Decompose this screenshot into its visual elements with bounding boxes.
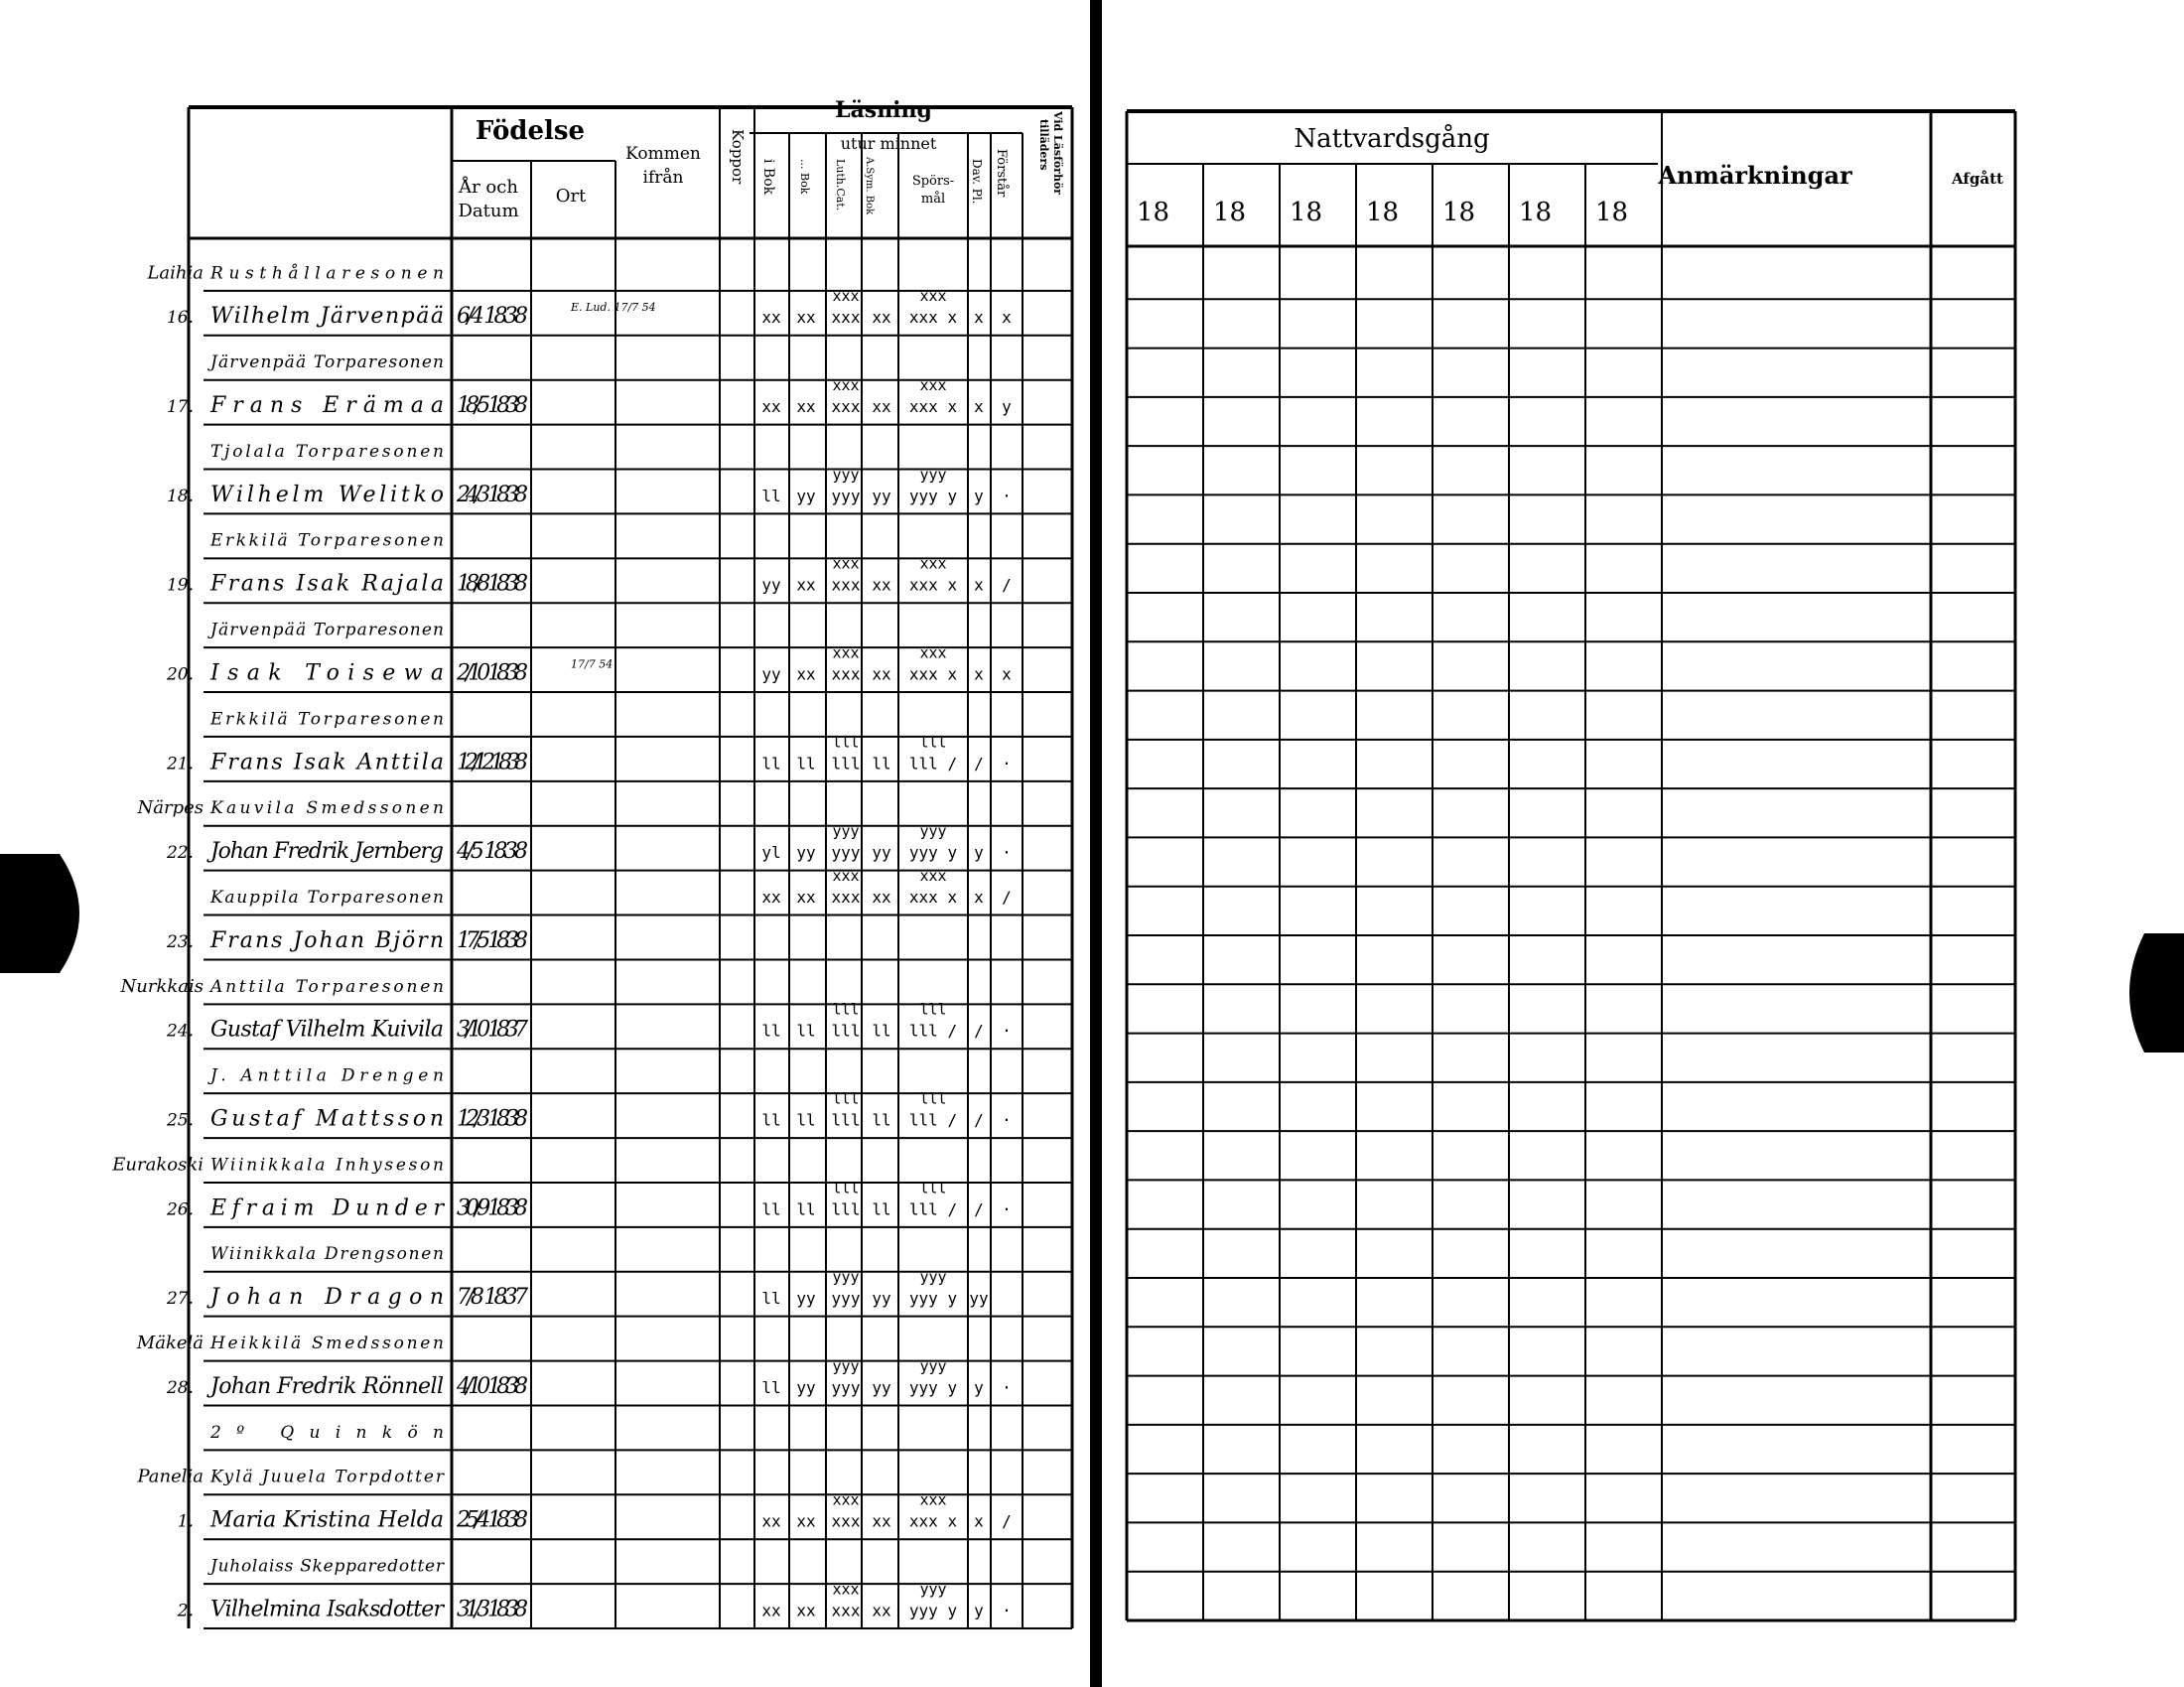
reading-mark-top: xxx bbox=[832, 643, 860, 662]
reading-mark-top: yyy bbox=[919, 822, 947, 841]
reading-mark: xxx x bbox=[908, 1511, 958, 1531]
reading-mark: xxx bbox=[831, 1511, 861, 1531]
reading-mark: ll bbox=[796, 1110, 816, 1130]
reading-mark: · bbox=[1002, 1377, 1012, 1397]
koppor-header: Koppor bbox=[729, 129, 747, 185]
ledger-row bbox=[210, 442, 444, 462]
reading-mark: yy bbox=[872, 843, 891, 863]
ar-och-datum-line2: Datum bbox=[458, 201, 519, 221]
reading-mark: ll bbox=[872, 1021, 891, 1041]
reading-mark: ll bbox=[761, 1377, 781, 1397]
ledger-row bbox=[209, 709, 444, 729]
reading-mark: yyy y bbox=[908, 1377, 958, 1397]
reading-mark: xxx bbox=[831, 664, 861, 684]
reading-mark: xx bbox=[796, 308, 816, 328]
row-birth-date: 6/4 1838 bbox=[457, 304, 528, 330]
reading-mark: yy bbox=[796, 486, 816, 505]
row-title: Kylä Juuela Torpdotter bbox=[210, 1467, 444, 1487]
row-birth-date: 18/8 1838 bbox=[457, 571, 528, 597]
ledger-row bbox=[136, 1467, 444, 1487]
ledger-row bbox=[209, 531, 444, 551]
row-name: Johan Fredrik Jernberg bbox=[210, 839, 444, 865]
reading-mark-top: yyy bbox=[832, 1268, 860, 1287]
row-birth-date: 7/8 1837 bbox=[457, 1285, 528, 1311]
row-name: Vilhelmina Isaksdotter bbox=[210, 1597, 444, 1622]
row-place: Panelia bbox=[137, 1466, 204, 1487]
row-name: Wilhelm Järvenpää bbox=[210, 304, 444, 330]
row-number: 2. bbox=[177, 1601, 194, 1621]
reading-mark: lll / bbox=[908, 1021, 958, 1041]
row-title: Wiinikkala Drengsonen bbox=[210, 1244, 444, 1265]
bok2-header: ... Bok bbox=[798, 159, 811, 195]
reading-mark: x bbox=[974, 664, 984, 684]
reading-mark: x bbox=[1002, 308, 1012, 328]
row-number: 19. bbox=[166, 575, 194, 596]
row-birth-date: 30/9 1838 bbox=[457, 1195, 528, 1221]
reading-mark: xx bbox=[761, 397, 781, 417]
reading-mark: lll / bbox=[908, 1110, 958, 1130]
reading-mark: xxx x bbox=[908, 887, 958, 907]
lasning-header: Läsning bbox=[835, 97, 932, 123]
row-birth-date: 24/3 1838 bbox=[457, 482, 528, 507]
reading-mark: xx bbox=[872, 397, 891, 417]
row-name: Efraim Dunder bbox=[210, 1195, 444, 1221]
row-number: 25. bbox=[166, 1110, 194, 1131]
reading-mark: xxx bbox=[831, 397, 861, 417]
reading-mark: xx bbox=[761, 1601, 781, 1620]
reading-mark: x bbox=[974, 887, 984, 907]
reading-mark: lll bbox=[831, 754, 861, 773]
right-page bbox=[1102, 0, 2184, 1687]
reading-mark: xx bbox=[872, 664, 891, 684]
row-number: 26. bbox=[166, 1199, 194, 1220]
row-number: 18. bbox=[166, 486, 194, 506]
row-birth-date: 12/12 1838 bbox=[457, 750, 528, 775]
reading-mark: yyy bbox=[831, 486, 861, 505]
reading-mark: ll bbox=[872, 1110, 891, 1130]
row-name: Gustaf Mattsson bbox=[210, 1106, 444, 1132]
row-birth-date: 25/4 1838 bbox=[457, 1507, 528, 1533]
reading-mark: lll bbox=[831, 1021, 861, 1041]
nattvardsgang-header: Nattvardsgång bbox=[1294, 124, 1490, 154]
reading-mark: lll / bbox=[908, 754, 958, 773]
year-label: 18 bbox=[1519, 198, 1553, 227]
i-bok-header: i Bok bbox=[760, 159, 776, 196]
reading-mark: xx bbox=[796, 1601, 816, 1620]
reading-mark: ll bbox=[796, 1021, 816, 1041]
reading-mark: xx bbox=[872, 1601, 891, 1620]
reading-mark-top: xxx bbox=[832, 287, 860, 306]
row-place: Nurkkais bbox=[120, 975, 204, 997]
reading-mark-top: lll bbox=[832, 1089, 860, 1108]
reading-mark: xxx bbox=[831, 887, 861, 907]
row-number: 17. bbox=[166, 397, 194, 418]
reading-mark-top: yyy bbox=[919, 1580, 947, 1599]
reading-mark: / bbox=[1002, 575, 1012, 595]
reading-mark: xx bbox=[796, 397, 816, 417]
reading-mark: ll bbox=[872, 754, 891, 773]
reading-mark: xx bbox=[872, 887, 891, 907]
reading-mark: x bbox=[1002, 664, 1012, 684]
reading-mark: ll bbox=[872, 1199, 891, 1219]
reading-mark: yy bbox=[761, 664, 781, 684]
reading-mark: yy bbox=[872, 486, 891, 505]
reading-mark: · bbox=[1002, 843, 1012, 863]
row-place: Närpes bbox=[137, 797, 204, 819]
row-place: Laihia bbox=[147, 262, 204, 284]
reading-mark: lll / bbox=[908, 1199, 958, 1219]
reading-mark-top: yyy bbox=[919, 1356, 947, 1375]
row-title: Tjolala Torparesonen bbox=[210, 441, 444, 462]
row-title: Erkkilä Torparesonen bbox=[210, 530, 444, 551]
reading-mark: x bbox=[974, 397, 984, 417]
ar-och-datum-line1: År och bbox=[459, 177, 518, 198]
reading-mark: xx bbox=[872, 575, 891, 595]
ort-header: Ort bbox=[555, 186, 587, 207]
kommen-header-line1: Kommen bbox=[625, 144, 701, 164]
reading-mark-top: lll bbox=[919, 1000, 947, 1019]
reading-mark: · bbox=[1002, 1110, 1012, 1130]
reading-mark-top: xxx bbox=[919, 376, 947, 395]
ledger-row bbox=[207, 1557, 445, 1577]
reading-mark: yyy y bbox=[908, 843, 958, 863]
row-name: Johan Fredrik Rönnell bbox=[210, 1373, 444, 1399]
reading-mark: ll bbox=[796, 1199, 816, 1219]
reading-mark: x bbox=[974, 1511, 984, 1531]
row-birth-date: 4/10 1838 bbox=[457, 1373, 528, 1399]
forstar-header: Förstår bbox=[994, 149, 1009, 198]
reading-mark-top: xxx bbox=[919, 554, 947, 573]
reading-mark-top: xxx bbox=[919, 866, 947, 885]
fodelse-header: Födelse bbox=[475, 116, 586, 146]
reading-mark: yyy y bbox=[908, 1601, 958, 1620]
reading-mark: xxx bbox=[831, 575, 861, 595]
reading-mark-top: lll bbox=[832, 1000, 860, 1019]
reading-mark: yy bbox=[796, 1289, 816, 1309]
row-title: Kauppila Torparesonen bbox=[210, 887, 444, 908]
row-birth-date: 3/10 1837 bbox=[457, 1017, 528, 1043]
reading-mark-top: yyy bbox=[919, 1268, 947, 1287]
reading-mark: xx bbox=[872, 1511, 891, 1531]
reading-mark: · bbox=[1002, 486, 1012, 505]
row-number: 21. bbox=[166, 754, 194, 774]
reading-mark-top: lll bbox=[832, 733, 860, 752]
row-name: Frans Isak Anttila bbox=[210, 750, 444, 775]
reading-mark: xx bbox=[761, 308, 781, 328]
afgatt-header: Afgått bbox=[1952, 170, 2003, 188]
reading-mark: lll bbox=[831, 1110, 861, 1130]
reading-mark-top: xxx bbox=[832, 1580, 860, 1599]
reading-mark: xx bbox=[761, 1511, 781, 1531]
row-title: Wiinikkala Inhyseson bbox=[210, 1155, 444, 1176]
reading-mark-top: lll bbox=[919, 1089, 947, 1108]
row-kommen: E. Lud. 17/7 54 bbox=[571, 301, 656, 315]
row-title: J. Anttila Drengen bbox=[210, 1065, 444, 1086]
reading-mark: xxx x bbox=[908, 575, 958, 595]
ledger-row bbox=[166, 928, 528, 953]
row-title: Erkkilä Torparesonen bbox=[210, 709, 444, 730]
reading-mark: ll bbox=[761, 754, 781, 773]
reading-mark: / bbox=[974, 754, 984, 773]
sporsmal-header-line2: mål bbox=[920, 192, 946, 207]
year-label: 18 bbox=[1137, 198, 1170, 227]
reading-mark-top: xxx bbox=[832, 376, 860, 395]
row-title: 2º Quinkön bbox=[210, 1422, 444, 1443]
reading-mark: / bbox=[1002, 887, 1012, 907]
ledger-row bbox=[210, 1244, 444, 1264]
ledger-row bbox=[137, 797, 445, 818]
row-title: Järvenpää Torparesonen bbox=[210, 352, 444, 373]
reading-mark: xxx bbox=[831, 308, 861, 328]
row-name: Maria Kristina Helda bbox=[210, 1507, 444, 1533]
row-birth-date: 31/3 1838 bbox=[457, 1597, 528, 1622]
row-title: Heikkilä Smedssonen bbox=[210, 1334, 444, 1354]
row-kommen: 17/7 54 bbox=[571, 657, 614, 671]
row-birth-date: 18/5 1838 bbox=[457, 393, 528, 419]
reading-mark: · bbox=[1002, 1199, 1012, 1219]
reading-mark-top: xxx bbox=[832, 866, 860, 885]
row-birth-date: 2/10 1838 bbox=[457, 660, 528, 686]
row-number: 1. bbox=[177, 1511, 194, 1532]
reading-mark-top: yyy bbox=[919, 465, 947, 484]
reading-mark: yl bbox=[761, 843, 781, 863]
ledger-row bbox=[207, 621, 444, 640]
row-name: Frans Erämaa bbox=[210, 393, 444, 419]
reading-mark: / bbox=[974, 1021, 984, 1041]
reading-mark: yy bbox=[872, 1377, 891, 1397]
reading-mark-top: xxx bbox=[832, 1490, 860, 1509]
reading-mark-top: lll bbox=[919, 1179, 947, 1197]
reading-mark: yyy y bbox=[908, 486, 958, 505]
a-sym-bok-header: A.Sym. Bok bbox=[864, 157, 875, 215]
row-title: Kauvila Smedssonen bbox=[210, 798, 444, 819]
reading-mark: xxx x bbox=[908, 308, 958, 328]
reading-mark-top: yyy bbox=[832, 465, 860, 484]
reading-mark: y bbox=[974, 486, 984, 505]
reading-mark: xxx x bbox=[908, 397, 958, 417]
reading-mark: yy bbox=[872, 1289, 891, 1309]
row-number: 23. bbox=[166, 931, 194, 952]
reading-mark: ll bbox=[761, 486, 781, 505]
reading-mark: y bbox=[974, 1601, 984, 1620]
ledger-row bbox=[207, 352, 444, 372]
reading-mark-top: yyy bbox=[832, 1356, 860, 1375]
reading-mark: yy bbox=[969, 1289, 989, 1309]
reading-mark: xx bbox=[796, 887, 816, 907]
ledger-row bbox=[120, 976, 445, 997]
reading-mark: lll bbox=[831, 1199, 861, 1219]
reading-mark: xxx bbox=[831, 1601, 861, 1620]
reading-mark-top: xxx bbox=[919, 287, 947, 306]
row-title: Juholaiss Skepparedotter bbox=[210, 1556, 444, 1577]
row-title: Rusthållaresonen bbox=[210, 263, 444, 284]
reading-mark: xx bbox=[796, 575, 816, 595]
row-number: 20. bbox=[166, 664, 194, 685]
reading-mark: y bbox=[974, 1377, 984, 1397]
anmarkningar-header: Anmärkningar bbox=[1658, 161, 1852, 190]
row-place: Eurakoski bbox=[112, 1154, 204, 1176]
reading-mark: · bbox=[1002, 754, 1012, 773]
reading-mark: yy bbox=[796, 843, 816, 863]
year-label: 18 bbox=[1213, 198, 1247, 227]
vid-lasforhor-header-line2: tilläders bbox=[1037, 119, 1050, 171]
reading-mark: yy bbox=[796, 1377, 816, 1397]
reading-mark: · bbox=[1002, 1601, 1012, 1620]
reading-mark: ll bbox=[761, 1110, 781, 1130]
reading-mark: x bbox=[974, 308, 984, 328]
reading-mark-top: lll bbox=[919, 733, 947, 752]
reading-mark-top: yyy bbox=[832, 822, 860, 841]
reading-mark-top: xxx bbox=[832, 554, 860, 573]
row-number: 27. bbox=[166, 1289, 194, 1310]
reading-mark: xx bbox=[796, 664, 816, 684]
row-title: Järvenpää Torparesonen bbox=[210, 620, 444, 640]
reading-mark: / bbox=[974, 1199, 984, 1219]
reading-mark: y bbox=[974, 843, 984, 863]
dav-pl-header: Dav. Pl. bbox=[970, 159, 984, 205]
reading-mark: · bbox=[1002, 1021, 1012, 1041]
kommen-header-line2: ifrån bbox=[642, 168, 684, 188]
row-birth-date: 17/5 1838 bbox=[457, 927, 528, 953]
ledger-row bbox=[207, 1066, 444, 1086]
reading-mark: yy bbox=[761, 575, 781, 595]
reading-mark: yyy y bbox=[908, 1289, 958, 1309]
reading-mark: yyy bbox=[831, 843, 861, 863]
row-birth-date: 12/3 1838 bbox=[457, 1106, 528, 1132]
year-label: 18 bbox=[1442, 198, 1476, 227]
reading-mark: y bbox=[1002, 397, 1012, 417]
reading-mark: / bbox=[1002, 1511, 1012, 1531]
sporsmal-header-line1: Spörs- bbox=[911, 174, 955, 189]
reading-mark: ll bbox=[761, 1289, 781, 1309]
reading-mark: yyy bbox=[831, 1377, 861, 1397]
row-name: Wilhelm Welitko bbox=[210, 482, 444, 507]
year-label: 18 bbox=[1290, 198, 1323, 227]
reading-mark: xx bbox=[761, 887, 781, 907]
row-title: Anttila Torparesonen bbox=[210, 976, 444, 997]
reading-mark-top: xxx bbox=[919, 1490, 947, 1509]
year-label: 18 bbox=[1366, 198, 1400, 227]
year-label: 18 bbox=[1595, 198, 1629, 227]
row-name: Isak Toisewa bbox=[210, 660, 444, 686]
reading-mark: x bbox=[974, 575, 984, 595]
luth-cat-header: Luth.Cat. bbox=[834, 159, 847, 211]
reading-mark: ll bbox=[796, 754, 816, 773]
reading-mark: yyy bbox=[831, 1289, 861, 1309]
reading-mark: / bbox=[974, 1110, 984, 1130]
row-name: Johan Dragon bbox=[210, 1285, 444, 1311]
row-birth-date: 4/5 1838 bbox=[457, 839, 528, 865]
vid-lasforhor-header-line1: Vid Läsförhör bbox=[1051, 111, 1064, 196]
reading-mark: ll bbox=[761, 1021, 781, 1041]
reading-mark-top: xxx bbox=[919, 643, 947, 662]
reading-mark: xxx x bbox=[908, 664, 958, 684]
reading-mark: xx bbox=[872, 308, 891, 328]
row-name: Gustaf Vilhelm Kuivila bbox=[210, 1017, 444, 1043]
reading-mark: ll bbox=[761, 1199, 781, 1219]
row-number: 22. bbox=[166, 843, 194, 864]
utur-minnet-header: utur minnet bbox=[840, 134, 937, 153]
row-number: 16. bbox=[166, 308, 194, 329]
reading-mark-top: lll bbox=[832, 1179, 860, 1197]
row-name: Frans Johan Björn bbox=[210, 927, 444, 953]
row-place: Mäkelä bbox=[136, 1333, 204, 1354]
row-number: 24. bbox=[166, 1021, 194, 1042]
row-number: 28. bbox=[166, 1377, 194, 1398]
reading-mark: xx bbox=[796, 1511, 816, 1531]
row-name: Frans Isak Rajala bbox=[210, 571, 444, 597]
